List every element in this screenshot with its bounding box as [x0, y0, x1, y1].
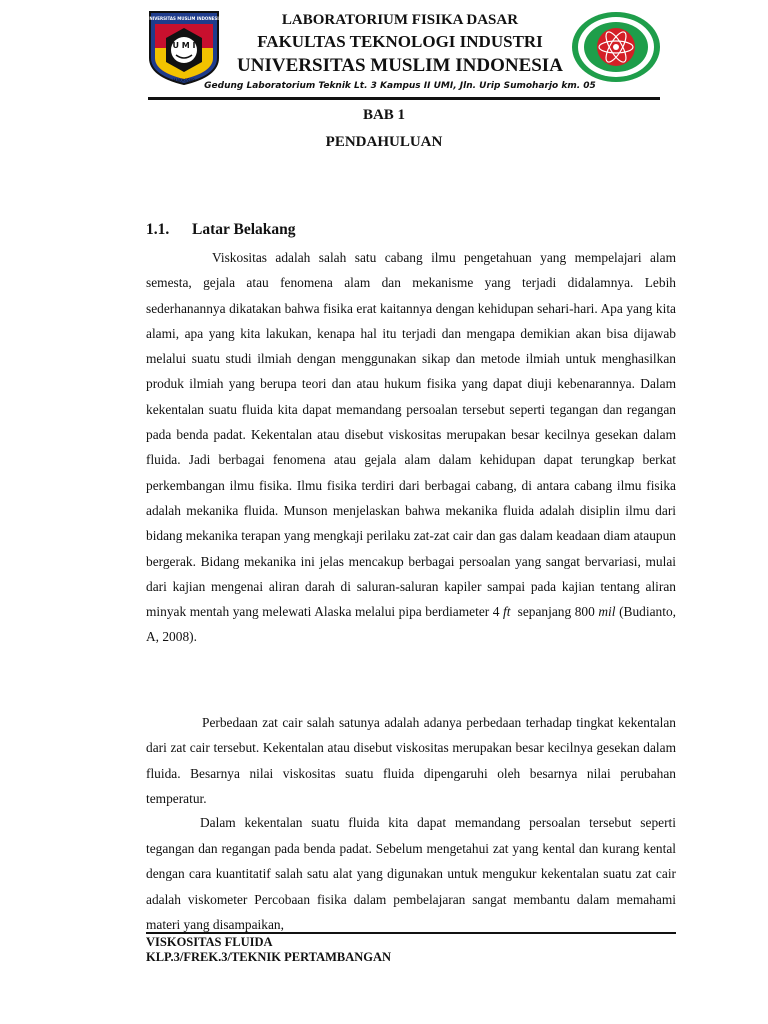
- paragraph-1-citation: (Budianto, A, 2008).: [146, 604, 676, 645]
- paragraph-1-mid: sepanjang 800: [510, 604, 599, 620]
- faculty-heading: FAKULTAS TEKNOLOGI INDUSTRI: [257, 32, 543, 51]
- chapter-number: BAB 1: [362, 107, 406, 123]
- address-line: Gedung Laboratorium Teknik Lt. 3 Kampus II UMI, Jln. Urip Sumoharjo km. 05: [204, 81, 596, 91]
- chapter-title: PENDAHULUAN: [325, 134, 443, 150]
- fisika-lab-icon: [570, 10, 662, 84]
- lab-name-heading: LABORATORIUM FISIKA DASAR: [281, 12, 519, 28]
- paragraph-3: Dalam kekentalan suatu fluida kita dapat memandang persoalan tersebut seperti tegangan dan regangan pada benda padat. Sebelum mengetahui zat yang kental dan kurang kental dengan cara kuantitatif salah satu alat yang digunakan untuk mengukur kekentalan suatu zat cair adalah viskometer Percobaan fisika dalam pembelajaran sangat membantu dalam memahami materi yang disampaikan,: [146, 815, 676, 933]
- unit-mil: mil: [598, 604, 616, 620]
- university-heading: UNIVERSITAS MUSLIM INDONESIA: [237, 55, 563, 76]
- section-title: Latar Belakang: [192, 221, 296, 238]
- paragraph-2: Perbedaan zat cair salah satunya adalah adanya perbedaan terhadap tingkat kekentalan dari zat cair tersebut. Kekentalan atau disebut viskositas merupakan besar kecilnya gesekan dalam fluida. Besarnya nilai viskositas suatu fluida dipengaruhi oleh besarnya nilai perubahan temperatur.: [146, 715, 676, 806]
- section-heading: [146, 221, 296, 239]
- svg-text:UNIVERSITAS MUSLIM INDONESIA: UNIVERSITAS MUSLIM INDONESIA: [146, 16, 222, 21]
- paragraph-1: [146, 245, 676, 650]
- header-divider: [148, 97, 660, 100]
- fisika-lab-logo: [570, 10, 662, 84]
- footer-divider: [146, 932, 676, 934]
- unit-ft: ft: [503, 604, 511, 620]
- footer-group: KLP.3/FREK.3/TEKNIK PERTAMBANGAN: [146, 950, 392, 964]
- paragraph-1-text: Viskositas adalah salah satu cabang ilmu pengetahuan yang mempelajari alam semesta, gejala atau fenomena alam dan mekanisme yang terjadi didalamnya. Lebih sederhanannya dikatakan bahwa fisika erat kaitannya dengan kehidupan sehari-hari. Apa yang kita alami, apa yang kita lakukan, kenapa hal itu terjadi dan mengapa demikian akan bisa dijawab melalui suatu studi ilmiah dengan menggunakan sikap dan metode ilmiah untuk menghasilkan produk ilmiah yang berupa teori dan atau hukum fisika yang dapat diuji kebenarannya. Dalam kekentalan suatu fluida kita dapat memandang persoalan tersebut seperti tegangan dan regangan pada benda padat. Kekentalan atau disebut viskositas merupakan besar kecilnya gesekan dalam fluida. Jadi berbagai fenomena atau gejala alam dalam kehidupan dapat terungkap berkat perkembangan ilmu fisika. Ilmu fisika terdiri dari berbagai cabang, di antara cabang ilmu fisika adalah mekanika fluida. Munson menjelaskan bahwa mekanika fluida adalah disiplin ilmu dari bidang mekanika terapan yang mengkaji perilaku zat-zat cair dan gas dalam keadaan diam ataupun bergerak. Bidang mekanika ini jelas mencakup berbagai persoalan yang sangat bervariasi, mulai dari kajian mengenai aliran darah di saluran-saluran kapiler sampai pada kajian tentang aliran minyak mentah yang melewati Alaska melalui pipa berdiameter 4: [146, 250, 676, 620]
- section-number: 1.1.: [146, 221, 170, 238]
- footer-title: VISKOSITAS FLUIDA: [146, 935, 273, 949]
- svg-text:U M I: U M I: [172, 41, 196, 50]
- svg-text:MAKASSAR: MAKASSAR: [172, 78, 196, 83]
